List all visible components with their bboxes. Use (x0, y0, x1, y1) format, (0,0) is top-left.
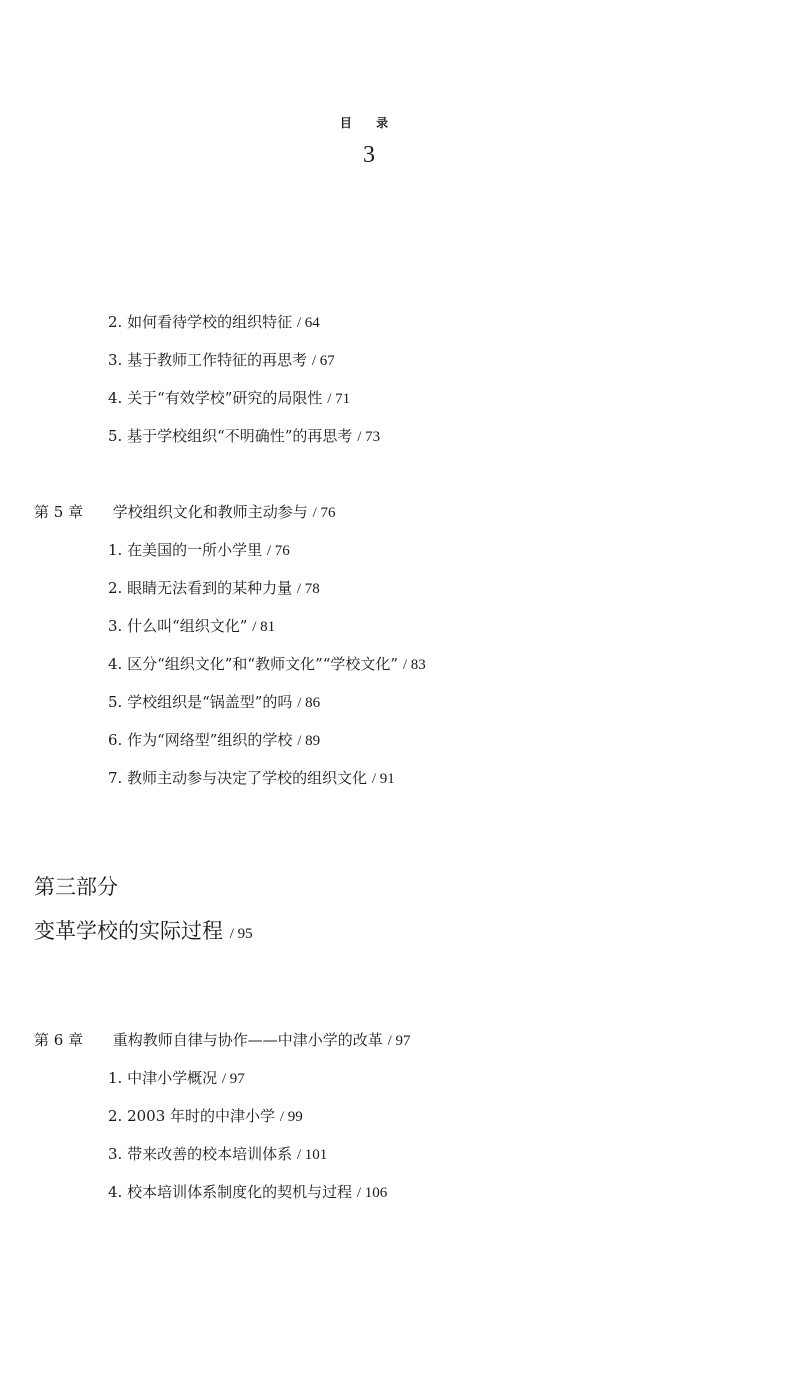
toc-entry[interactable] (108, 1182, 387, 1203)
toc-entry-text: 4. 校本培训体系制度化的契机与过程 (108, 1183, 353, 1201)
toc-entry-text: 3. 什么叫“组织文化” (108, 617, 248, 635)
toc-entry-page: / 78 (296, 581, 320, 597)
toc-entry[interactable] (108, 768, 395, 789)
toc-entry-text: 4. 关于“有效学校”研究的局限性 (108, 389, 323, 407)
toc-entry-text: 1. 中津小学概况 (108, 1069, 218, 1087)
toc-entry-page: / 91 (371, 771, 395, 787)
part-title-page: / 95 (229, 926, 253, 942)
page-number: 3 (363, 142, 375, 168)
toc-entry-text: 5. 基于学校组织“不明确性”的再思考 (108, 427, 353, 445)
toc-chapter-6[interactable] (34, 1030, 411, 1051)
toc-part-title[interactable] (34, 918, 253, 947)
toc-entry[interactable] (108, 730, 320, 751)
chapter-page: / 97 (387, 1033, 411, 1049)
toc-entry[interactable] (108, 426, 380, 447)
chapter-page: / 76 (312, 505, 336, 521)
toc-entry-text: 2. 如何看待学校的组织特征 (108, 313, 293, 331)
toc-header-label: 目 录 (339, 116, 399, 130)
toc-entry[interactable] (108, 578, 320, 599)
toc-entry-page: / 101 (296, 1147, 328, 1163)
toc-entry-page: / 76 (266, 543, 290, 559)
toc-entry-text: 2. 2003 年时的中津小学 (108, 1107, 276, 1125)
toc-entry-page: / 73 (357, 429, 381, 445)
chapter-number: 第 5 章 (34, 503, 84, 521)
toc-entry-page: / 99 (279, 1109, 303, 1125)
toc-entry[interactable] (108, 540, 290, 561)
toc-entry-text: 1. 在美国的一所小学里 (108, 541, 263, 559)
toc-entry-page: / 67 (311, 353, 335, 369)
toc-entry-text: 7. 教师主动参与决定了学校的组织文化 (108, 769, 368, 787)
toc-entry-text: 3. 带来改善的校本培训体系 (108, 1145, 293, 1163)
toc-entry-text: 5. 学校组织是“锅盖型”的吗 (108, 693, 293, 711)
toc-entry-page: / 83 (402, 657, 426, 673)
toc-entry[interactable] (108, 312, 320, 333)
toc-entry[interactable] (108, 692, 320, 713)
toc-entry[interactable] (108, 616, 275, 637)
toc-part-label: 第三部分 (34, 875, 118, 899)
toc-entry[interactable] (108, 654, 426, 675)
toc-entry[interactable] (108, 1068, 245, 1089)
toc-entry-page: / 71 (327, 391, 351, 407)
toc-entry-text: 3. 基于教师工作特征的再思考 (108, 351, 308, 369)
chapter-title: 重构教师自律与协作——中津小学的改革 (112, 1031, 383, 1049)
toc-entry[interactable] (108, 1106, 303, 1127)
toc-entry[interactable] (108, 388, 350, 409)
toc-entry-page: / 106 (356, 1185, 388, 1201)
toc-entry-text: 4. 区分“组织文化”和“教师文化”“学校文化” (108, 655, 399, 673)
toc-entry-page: / 81 (252, 619, 276, 635)
chapter-title: 学校组织文化和教师主动参与 (112, 503, 308, 521)
toc-entry[interactable] (108, 1144, 327, 1165)
chapter-number: 第 6 章 (34, 1031, 84, 1049)
toc-chapter-5[interactable] (34, 502, 336, 523)
toc-entry[interactable] (108, 350, 335, 371)
toc-entry-page: / 97 (221, 1071, 245, 1087)
toc-entry-page: / 89 (297, 733, 321, 749)
part-title-text: 变革学校的实际过程 (34, 919, 223, 943)
toc-entry-text: 6. 作为“网络型”组织的学校 (108, 731, 293, 749)
toc-entry-text: 2. 眼睛无法看到的某种力量 (108, 579, 293, 597)
toc-entry-page: / 86 (297, 695, 321, 711)
toc-entry-page: / 64 (296, 315, 320, 331)
